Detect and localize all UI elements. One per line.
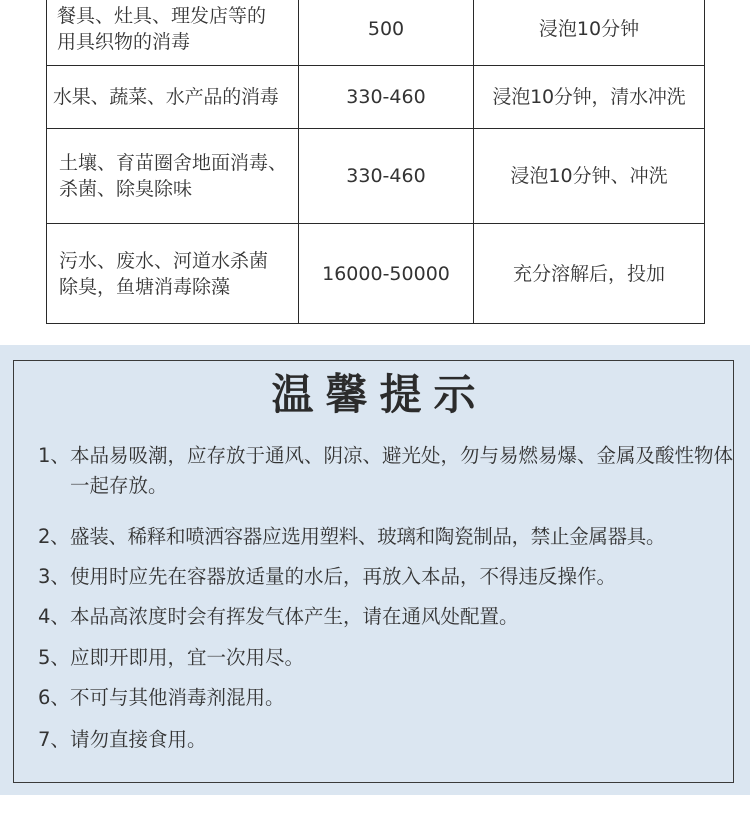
tip-item: [38, 725, 738, 755]
tip-item: [38, 683, 738, 713]
tip-number: 3、: [38, 565, 70, 588]
tip-item: [38, 643, 738, 673]
method-cell: 浸泡10分钟: [474, 0, 705, 66]
tip-number: 1、: [38, 444, 70, 467]
method-cell: 充分溶解后，投加: [474, 224, 705, 324]
tip-number: 6、: [38, 686, 70, 709]
tips-title: 温馨提示: [271, 370, 488, 419]
use-text-line: 用具织物的消毒: [57, 31, 191, 53]
use-cell: [47, 129, 299, 224]
tip-number: 2、: [38, 525, 70, 548]
table-row: [47, 66, 705, 129]
ratio-cell: 330-460: [299, 129, 474, 224]
use-text-line: 水果、蔬菜、水产品的消毒: [53, 86, 279, 108]
tip-text: 本品高浓度时会有挥发气体产生，请在通风处配置。: [70, 605, 519, 628]
use-text-line: 污水、废水、河道水杀菌: [59, 249, 269, 272]
tip-text: 盛装、稀释和喷洒容器应选用塑料、玻璃和陶瓷制品，禁止金属器具。: [70, 525, 666, 548]
use-cell: [47, 0, 299, 66]
method-cell: 浸泡10分钟、冲洗: [474, 129, 705, 224]
table-row: [47, 224, 705, 324]
usage-table: [46, 0, 705, 324]
ratio-cell: 330-460: [299, 66, 474, 129]
tip-text: 请勿直接食用。: [70, 728, 207, 751]
use-cell: [47, 66, 299, 129]
use-cell: [47, 224, 299, 324]
tip-text: 不可与其他消毒剂混用。: [70, 686, 285, 709]
table-row: [47, 129, 705, 224]
tip-text: 应即开即用，宜一次用尽。: [70, 646, 305, 669]
tip-text: 本品易吸潮，应存放于通风、阴凉、避光处，勿与易燃易爆、金属及酸性物体一起存放。: [70, 444, 734, 497]
use-text-line: 除臭，鱼塘消毒除藻: [59, 275, 231, 298]
use-text-line: 杀菌、除臭除味: [59, 178, 193, 200]
tip-item: [38, 522, 738, 552]
tip-text: 使用时应先在容器放适量的水后，再放入本品，不得违反操作。: [70, 565, 617, 588]
tip-item: [38, 441, 738, 501]
tip-number: 5、: [38, 646, 70, 669]
tips-panel: [13, 360, 734, 783]
use-text-line: 餐具、灶具、理发店等的: [57, 5, 267, 27]
tip-item: [38, 602, 738, 632]
ratio-cell: 500: [299, 0, 474, 66]
table-row: [47, 0, 705, 66]
tip-item: [38, 562, 738, 592]
tip-number: 7、: [38, 728, 70, 751]
tip-number: 4、: [38, 605, 70, 628]
ratio-cell: 16000-50000: [299, 224, 474, 324]
method-cell: 浸泡10分钟，清水冲洗: [474, 66, 705, 129]
use-text-line: 土壤、育苗圈舍地面消毒、: [59, 152, 288, 174]
